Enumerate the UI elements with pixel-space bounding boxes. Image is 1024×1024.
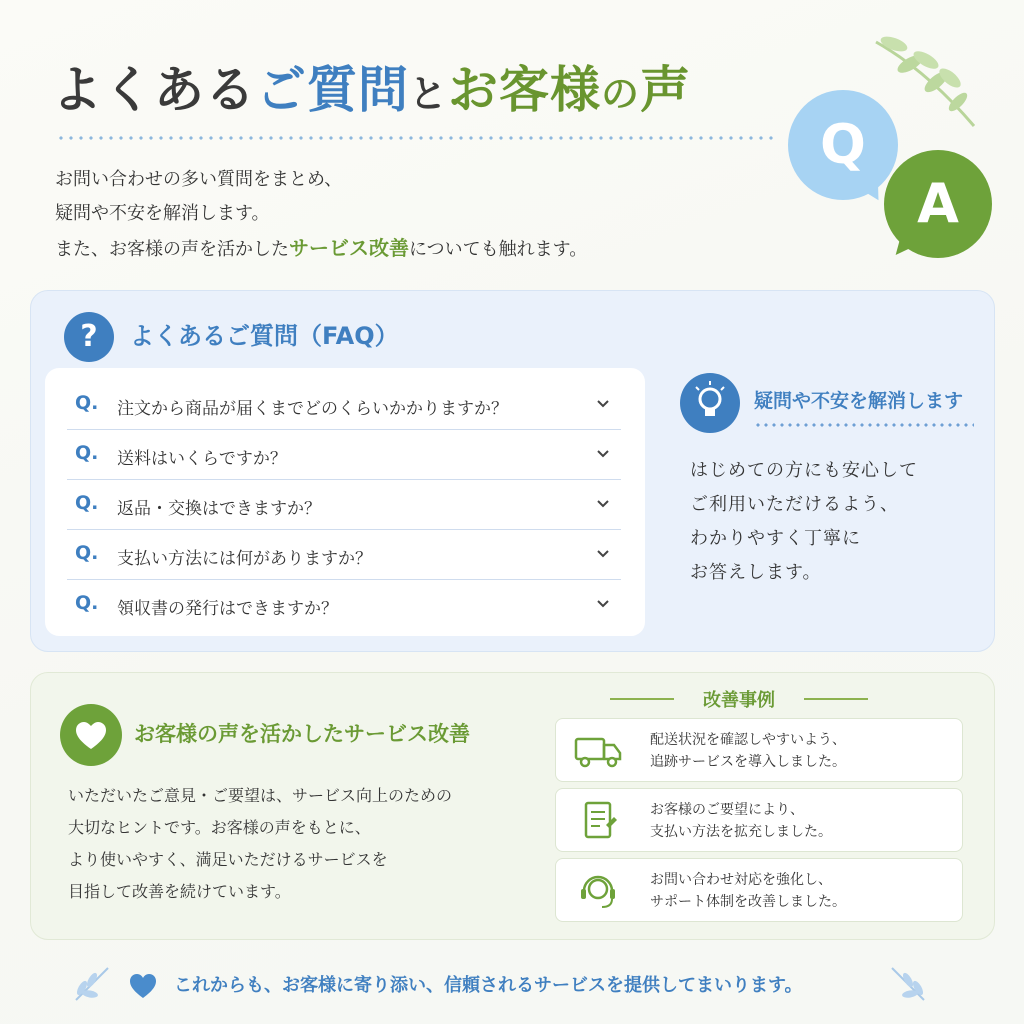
faq-item[interactable]: Q. 送料はいくらですか？ xyxy=(67,430,621,480)
case-card: 配送状況を確認しやすいよう、 追跡サービスを導入しました。 xyxy=(555,718,963,782)
q-bubble-icon: Q xyxy=(788,90,898,200)
faq-item[interactable]: Q. 注文から商品が届くまでどのくらいかかりますか？ xyxy=(67,380,621,430)
lightbulb-icon xyxy=(680,373,740,433)
chevron-down-icon[interactable] xyxy=(595,446,611,462)
voice-heading: お客様の声を活かしたサービス改善 xyxy=(134,722,470,746)
chevron-down-icon[interactable] xyxy=(595,596,611,612)
page-title: よくあるご質問とお客様の声 xyxy=(52,61,692,119)
headset-icon xyxy=(572,869,624,913)
heart-icon xyxy=(128,972,158,1000)
chevron-down-icon[interactable] xyxy=(595,396,611,412)
side-divider xyxy=(754,423,974,427)
faq-side-title: 疑問や不安を解消します xyxy=(754,390,964,412)
faq-list xyxy=(45,368,645,636)
chevron-down-icon[interactable] xyxy=(595,546,611,562)
case-card: お問い合わせ対応を強化し、 サポート体制を改善しました。 xyxy=(555,858,963,922)
cases-title: 改善事例 xyxy=(610,686,868,712)
title-divider xyxy=(56,136,776,140)
document-icon xyxy=(572,799,624,843)
question-icon: ? xyxy=(64,312,114,362)
faq-item[interactable]: Q. 領収書の発行はできますか？ xyxy=(67,580,621,630)
faq-heading: よくあるご質問（FAQ） xyxy=(130,322,399,350)
leaf-icon xyxy=(888,960,932,1004)
faq-item[interactable]: Q. 支払い方法には何がありますか？ xyxy=(67,530,621,580)
voice-text: いただいたご意見・ご要望は、サービス向上のための 大切なヒントです。お客様の声をもとに、 より使いやすく、満足いただけるサービスを 目指して改善を続けています。 xyxy=(68,786,453,901)
footer-message: これからも、お客様に寄り添い、信頼されるサービスを提供してまいります。 xyxy=(174,975,803,996)
a-bubble-icon: A xyxy=(884,150,992,258)
chevron-down-icon[interactable] xyxy=(595,496,611,512)
case-card: お客様のご要望により、 支払い方法を拡充しました。 xyxy=(555,788,963,852)
faq-item[interactable]: Q. 返品・交換はできますか？ xyxy=(67,480,621,530)
truck-icon xyxy=(572,729,624,773)
leaf-icon xyxy=(68,960,112,1004)
intro-text: お問い合わせの多い質問をまとめ、 疑問や不安を解消します。 また、お客様の声を活かしたサービス改善についても触れます。 xyxy=(55,169,588,260)
cases-title-line xyxy=(804,698,868,700)
faq-side-text: はじめての方にも安心して ご利用いただけるよう、 わかりやすく丁寧に お答えします。 xyxy=(690,460,918,583)
heart-icon xyxy=(60,704,122,766)
